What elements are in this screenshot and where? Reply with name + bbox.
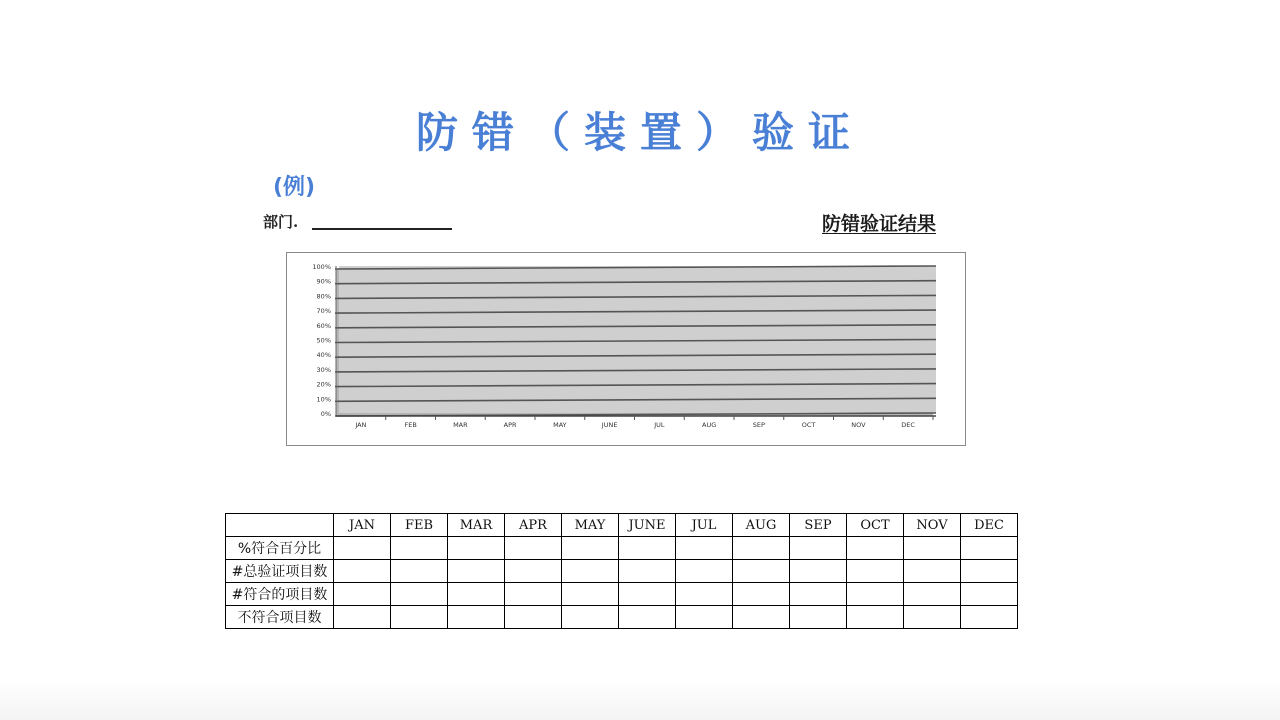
y-tick-label: 70%	[316, 307, 331, 316]
table-cell	[676, 537, 733, 560]
table-cell	[334, 560, 391, 583]
table-cell	[733, 606, 790, 629]
table-row	[226, 606, 1018, 629]
table-cell	[562, 560, 619, 583]
table-cell	[619, 560, 676, 583]
y-tick-label: 50%	[316, 336, 331, 345]
table-cell	[334, 583, 391, 606]
column-header: APR	[505, 514, 562, 537]
column-header: NOV	[904, 514, 961, 537]
y-tick-label: 60%	[316, 321, 331, 330]
table-cell	[733, 560, 790, 583]
table-corner-cell	[226, 514, 334, 537]
chart-frame	[286, 252, 966, 446]
table-cell	[391, 606, 448, 629]
table-cell	[676, 606, 733, 629]
table-cell	[505, 537, 562, 560]
table-cell	[733, 583, 790, 606]
y-tick-label: 0%	[320, 410, 331, 418]
result-title: 防错验证结果	[822, 213, 937, 235]
table-cell	[961, 560, 1018, 583]
table-cell	[562, 606, 619, 629]
table-row	[226, 560, 1018, 583]
department-blank-line	[312, 228, 452, 230]
y-tick-label: 80%	[316, 292, 331, 301]
table-header-row	[226, 514, 1018, 537]
column-header: JUNE	[619, 514, 676, 537]
column-header: MAR	[448, 514, 505, 537]
x-tick-label: NOV	[851, 421, 866, 429]
x-tick-label: JAN	[355, 421, 367, 429]
table-row	[226, 583, 1018, 606]
x-tick-label: OCT	[801, 421, 816, 429]
table-cell	[733, 537, 790, 560]
column-header: JAN	[334, 514, 391, 537]
y-tick-label: 100%	[312, 263, 331, 271]
table-cell	[334, 606, 391, 629]
table-cell	[676, 560, 733, 583]
table-cell	[904, 583, 961, 606]
x-tick-label: JUNE	[601, 421, 618, 429]
table-cell	[448, 537, 505, 560]
row-label: #符合的项目数	[226, 583, 334, 606]
x-tick-label: MAY	[553, 421, 567, 429]
table-cell	[676, 583, 733, 606]
x-tick-label: MAR	[453, 421, 468, 429]
table-cell	[391, 583, 448, 606]
table-cell	[619, 606, 676, 629]
table-cell	[961, 537, 1018, 560]
column-header: DEC	[961, 514, 1018, 537]
example-label: (例)	[273, 175, 316, 200]
row-label: 不符合项目数	[226, 606, 334, 629]
x-tick-label: AUG	[702, 421, 717, 429]
table-cell	[619, 537, 676, 560]
table-cell	[391, 560, 448, 583]
table-cell	[562, 583, 619, 606]
table-cell	[448, 560, 505, 583]
table-cell	[790, 583, 847, 606]
row-label: %符合百分比	[226, 537, 334, 560]
column-header: AUG	[733, 514, 790, 537]
column-header: MAY	[562, 514, 619, 537]
y-tick-label: 30%	[316, 365, 331, 374]
table-cell	[847, 560, 904, 583]
table-cell	[904, 537, 961, 560]
table-cell	[790, 560, 847, 583]
table-cell	[790, 606, 847, 629]
table-cell	[505, 606, 562, 629]
column-header: FEB	[391, 514, 448, 537]
table-cell	[847, 583, 904, 606]
table-cell	[562, 537, 619, 560]
y-tick-label: 20%	[316, 380, 331, 389]
x-tick-label: JUL	[654, 421, 665, 429]
y-tick-label: 90%	[316, 277, 331, 286]
table-cell	[847, 606, 904, 629]
table-cell	[391, 537, 448, 560]
slide-title: 防错（装置）验证	[415, 108, 864, 157]
table-cell	[847, 537, 904, 560]
y-tick-label: 10%	[316, 395, 331, 404]
table-cell	[961, 606, 1018, 629]
table-cell	[961, 583, 1018, 606]
y-tick-label: 40%	[316, 351, 331, 360]
table-cell	[448, 606, 505, 629]
table-cell	[790, 537, 847, 560]
row-label: #总验证项目数	[226, 560, 334, 583]
error-proofing-chart	[287, 253, 965, 445]
table-cell	[619, 583, 676, 606]
table-cell	[904, 560, 961, 583]
table-cell	[448, 583, 505, 606]
x-tick-label: FEB	[404, 421, 417, 429]
monthly-results-table	[225, 513, 1018, 629]
table-row	[226, 537, 1018, 560]
x-tick-label: DEC	[901, 421, 915, 429]
column-header: SEP	[790, 514, 847, 537]
table-cell	[334, 537, 391, 560]
x-tick-label: SEP	[752, 421, 765, 429]
slide-bottom-fade	[0, 680, 1280, 720]
table-cell	[904, 606, 961, 629]
x-tick-label: APR	[503, 421, 517, 429]
column-header: OCT	[847, 514, 904, 537]
department-label: 部门.	[263, 213, 299, 231]
column-header: JUL	[676, 514, 733, 537]
table-cell	[505, 560, 562, 583]
table-cell	[505, 583, 562, 606]
